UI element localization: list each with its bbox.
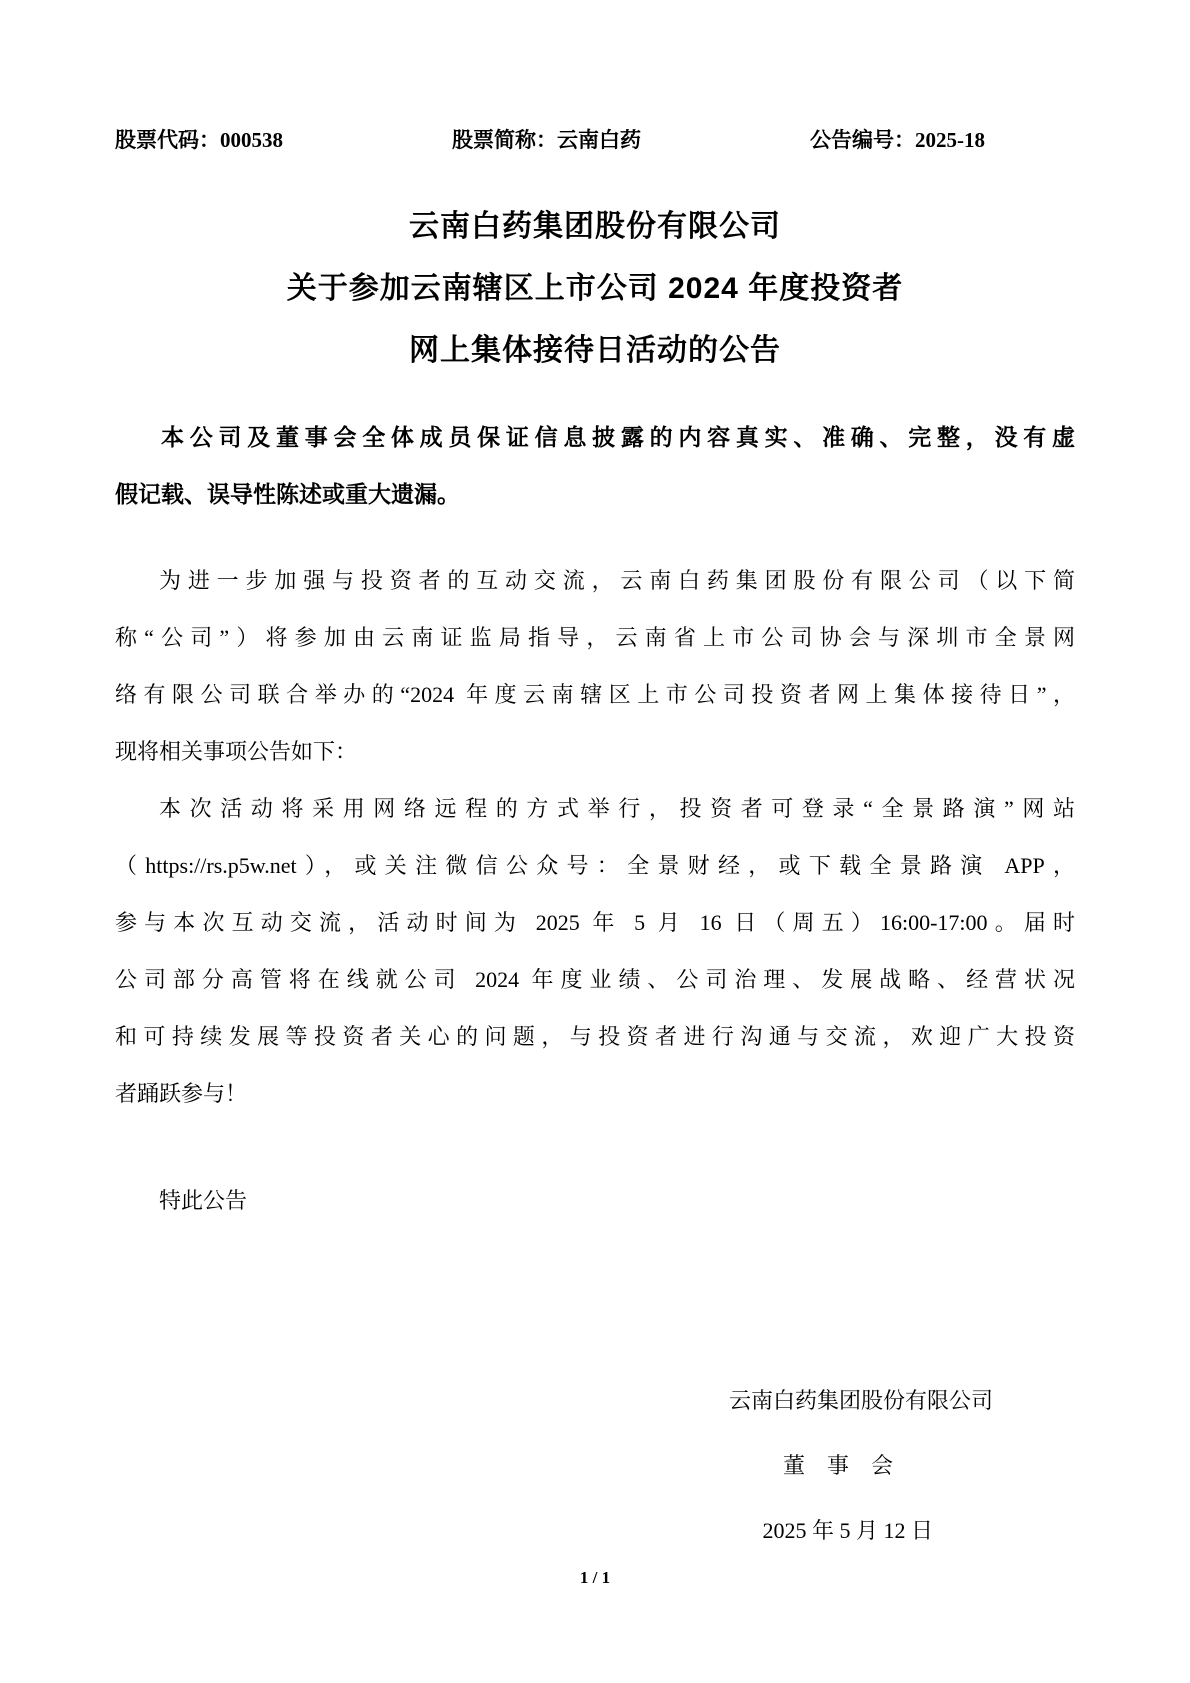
paragraph-1-line-4: 现将相关事项公告如下： [115, 739, 358, 764]
closing-statement: 特此公告 [159, 1188, 248, 1213]
paragraph-2-line-2: （https://rs.p5w.net），或关注微信公众号：全景财经，或下载全景路演 APP， [115, 853, 1075, 878]
paragraph-2-line-5: 和可持续发展等投资者关心的问题，与投资者进行沟通与交流，欢迎广大投资 [115, 1024, 1075, 1049]
signature-company-name: 云南白药集团股份有限公司 [728, 1388, 993, 1413]
body-paragraph-2 [115, 780, 1075, 1122]
signature-block [115, 1368, 1075, 1563]
paragraph-2-line-3: 参与本次互动交流，活动时间为 2025 年 5 月 16 日（周五）16:00-17:00。届时 [115, 910, 1075, 935]
document-header-row [115, 126, 985, 154]
paragraph-2-line-6: 者踊跃参与！ [115, 1081, 248, 1106]
stock-abbreviation: 股票简称：云南白药 [452, 128, 641, 152]
announcement-number: 公告编号：2025-18 [810, 128, 985, 152]
paragraph-1-line-3: 络有限公司联合举办的“2024 年度云南辖区上市公司投资者网上集体接待日”， [115, 682, 1075, 707]
title-line-1: 云南白药集团股份有限公司 [409, 210, 781, 243]
stock-code: 股票代码：000538 [115, 128, 283, 152]
paragraph-2-line-4: 公司部分高管将在线就公司 2024 年度业绩、公司治理、发展战略、经营状况 [115, 967, 1075, 992]
page-number: 1 / 1 [579, 1568, 611, 1587]
body-paragraph-1 [115, 552, 1075, 780]
signature-date: 2025 年 5 月 12 日 [762, 1518, 933, 1543]
document-content [0, 126, 1190, 1563]
disclaimer-line-2: 假记载、误导性陈述或重大遗漏。 [115, 482, 460, 507]
disclaimer-paragraph [115, 409, 1075, 523]
document-title [115, 196, 1075, 382]
signature-board-of-directors: 董 事 会 [782, 1453, 893, 1478]
title-line-2: 关于参加云南辖区上市公司 2024 年度投资者 [286, 272, 904, 305]
title-line-3: 网上集体接待日活动的公告 [409, 334, 781, 367]
paragraph-1-line-1: 为进一步加强与投资者的互动交流，云南白药集团股份有限公司（以下简 [159, 568, 1075, 593]
disclaimer-line-1: 本公司及董事会全体成员保证信息披露的内容真实、准确、完整，没有虚 [161, 425, 1075, 450]
paragraph-2-line-1: 本次活动将采用网络远程的方式举行，投资者可登录“全景路演”网站 [159, 796, 1075, 821]
paragraph-1-line-2: 称“公司”）将参加由云南证监局指导，云南省上市公司协会与深圳市全景网 [115, 625, 1075, 650]
